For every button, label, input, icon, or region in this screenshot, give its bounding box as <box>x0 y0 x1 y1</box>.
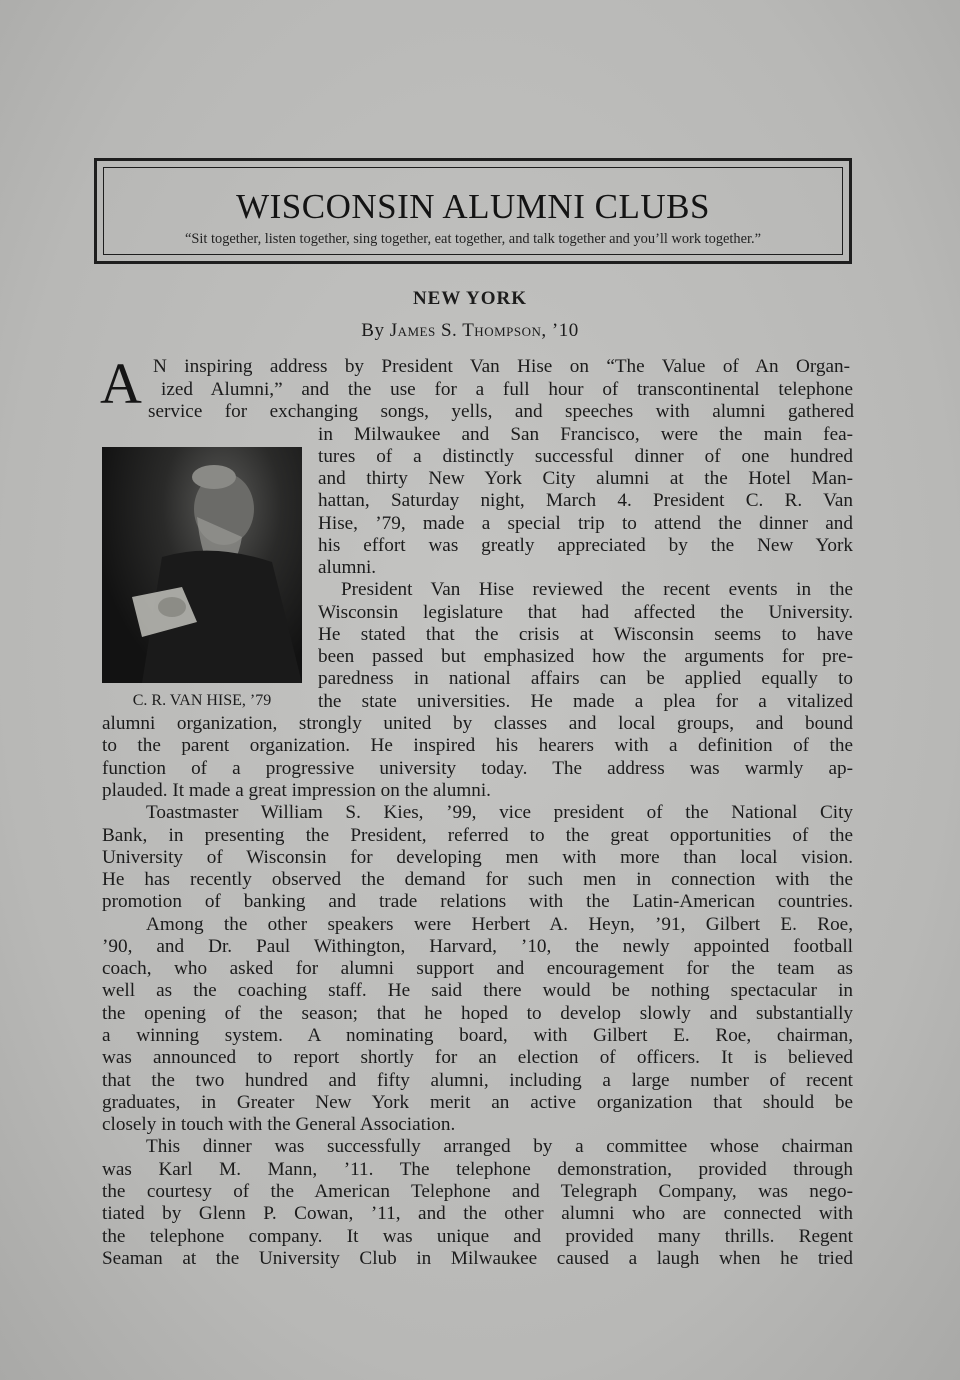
body-line: Toastmaster William S. Kies, ’99, vice president of the National City <box>146 802 853 823</box>
body-line: that the two hundred and fifty alumni, including a large number of recent <box>102 1070 853 1091</box>
body-line: was announced to report shortly for an election of officers. It is believed <box>102 1047 853 1068</box>
body-line: N inspiring address by President Van Hise on “The Value of An Organ- <box>153 356 850 377</box>
body-line: tures of a distinctly successful dinner of one hundred <box>318 446 853 467</box>
body-line: This dinner was successfully arranged by a committee whose chairman <box>146 1136 853 1157</box>
body-line: graduates, in Greater New York merit an active organization that should be <box>102 1092 853 1113</box>
page-title: WISCONSIN ALUMNI CLUBS <box>236 187 710 226</box>
body-line: function of a progressive university today. The address was warmly ap- <box>102 758 853 779</box>
body-line: hattan, Saturday night, March 4. President C. R. Van <box>318 490 853 511</box>
body-line: Seaman at the University Club in Milwaukee caused a laugh when he tried <box>102 1248 853 1269</box>
body-line: He stated that the crisis at Wisconsin seems to have <box>318 624 853 645</box>
body-line: coach, who asked for alumni support and encouragement for the team as <box>102 958 853 979</box>
portrait-photo <box>102 447 302 683</box>
body-line: University of Wisconsin for developing men with more than local vision. <box>102 847 853 868</box>
body-line: Bank, in presenting the President, referred to the great opportunities of the <box>102 825 853 846</box>
body-line: alumni organization, strongly united by classes and local groups, and bound <box>102 713 853 734</box>
body-line: Wisconsin legislature that had affected the University. <box>318 602 853 623</box>
body-line: ized Alumni,” and the use for a full hour of transcontinental telephone <box>161 379 853 400</box>
body-line: been passed but emphasized how the arguments for pre- <box>318 646 853 667</box>
body-line: alumni. <box>318 557 377 578</box>
body-line: President Van Hise reviewed the recent events in the <box>341 579 853 600</box>
body-line: closely in touch with the General Association. <box>102 1114 456 1135</box>
author-name: James S. Thompson <box>389 320 542 341</box>
section-title: NEW YORK <box>412 288 528 309</box>
body-line: tiated by Glenn P. Cowan, ’11, and the other alumni who are connected with <box>102 1203 853 1224</box>
body-line: was Karl M. Mann, ’11. The telephone demonstration, provided through <box>102 1159 853 1180</box>
body-line: well as the coaching staff. He said there would be nothing spectacular in <box>102 980 853 1001</box>
body-line: to the parent organization. He inspired his hearers with a definition of the <box>102 735 853 756</box>
body-line: and thirty New York City alumni at the Hotel Man- <box>318 468 853 489</box>
portrait-figure <box>102 447 302 683</box>
body-line: He has recently observed the demand for such men in connection with the <box>102 869 853 890</box>
body-line: a winning system. A nominating board, with Gilbert E. Roe, chairman, <box>102 1025 853 1046</box>
byline: By James S. Thompson, ’10 <box>361 320 579 341</box>
body-line: promotion of banking and trade relations with the Latin-American countries. <box>102 891 853 912</box>
body-line: his effort was greatly appreciated by the New York <box>318 535 853 556</box>
photo-caption: C. R. VAN HISE, ’79 <box>132 692 272 709</box>
body-line: ’90, and Dr. Paul Withington, Harvard, ’10, the newly appointed football <box>102 936 853 957</box>
body-line: the telephone company. It was unique and provided many thrills. Regent <box>102 1226 853 1247</box>
body-line: Hise, ’79, made a special trip to attend the dinner and <box>318 513 853 534</box>
body-line: Among the other speakers were Herbert A. Heyn, ’91, Gilbert E. Roe, <box>146 914 853 935</box>
body-line: the opening of the season; that he hoped to develop slowly and substantially <box>102 1003 853 1024</box>
body-line: service for exchanging songs, yells, and speeches with alumni gathered <box>148 401 854 422</box>
body-line: paredness in national affairs can be applied equally to <box>318 668 853 689</box>
body-line: plauded. It made a great impression on the alumni. <box>102 780 491 801</box>
body-line: in Milwaukee and San Francisco, were the main fea- <box>318 424 853 445</box>
body-line: the state universities. He made a plea for a vitalized <box>318 691 853 712</box>
drop-cap: A <box>100 351 142 416</box>
body-line: the courtesy of the American Telephone and Telegraph Company, was nego- <box>102 1181 853 1202</box>
club-motto: “Sit together, listen together, sing together, eat together, and talk together and you’ll work together.” <box>185 231 761 247</box>
header-box <box>94 158 852 264</box>
